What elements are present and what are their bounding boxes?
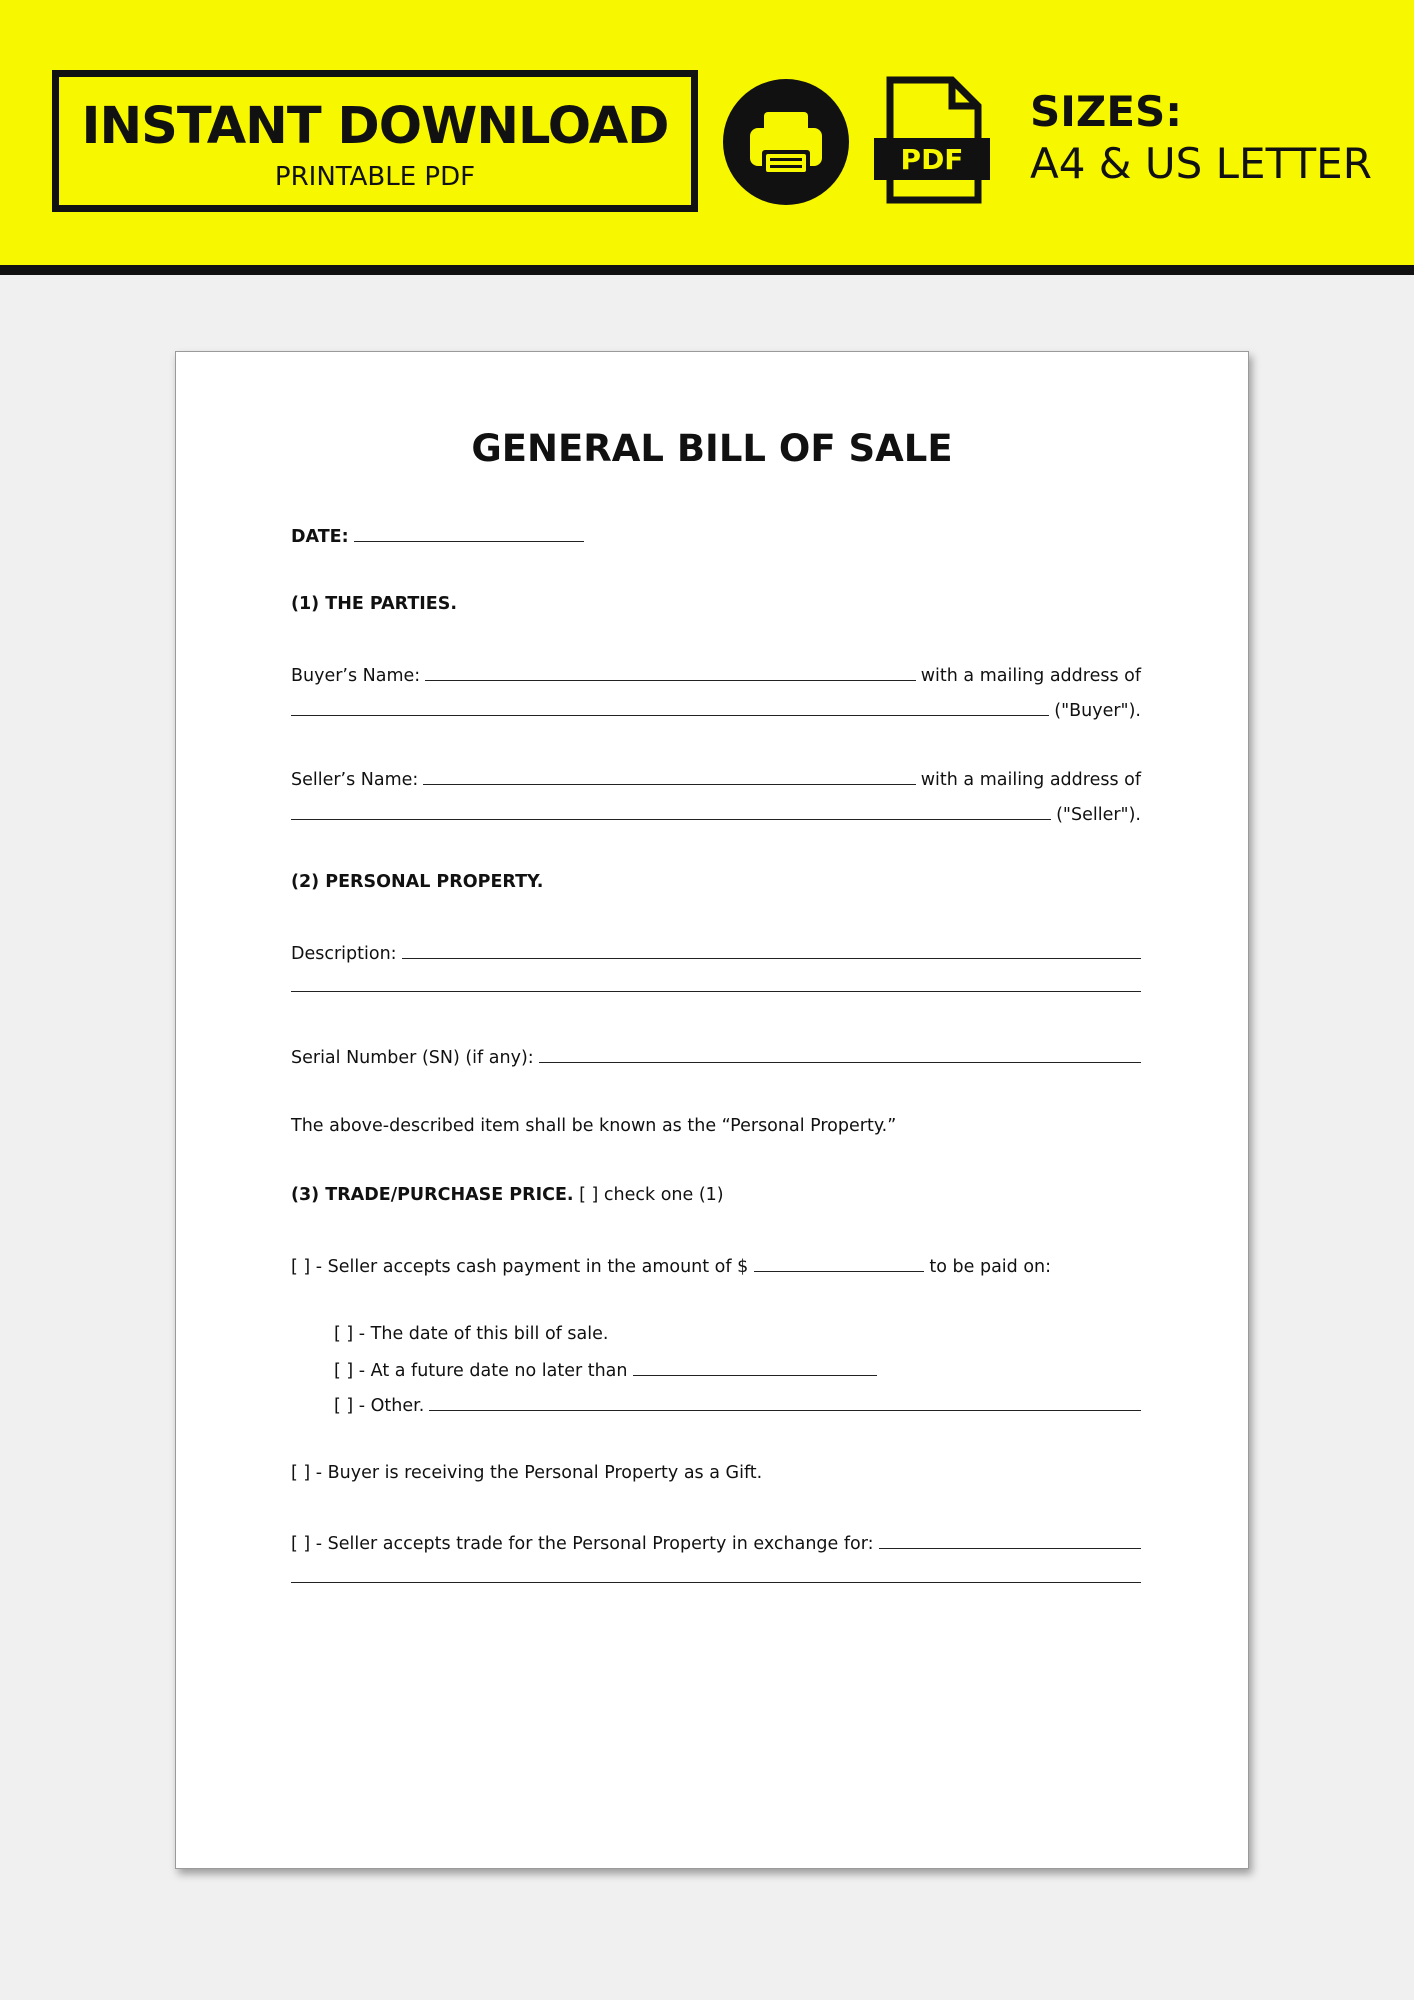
seller-name-label: Seller’s Name: [291, 770, 419, 790]
seller-name-line [291, 766, 1141, 792]
sizes-block [1030, 86, 1372, 190]
known-as-text: The above-described item shall be known as the “Personal Property.” [291, 1116, 897, 1136]
option-future-date-line [334, 1357, 1141, 1383]
other-blank[interactable] [429, 1392, 1141, 1411]
option-date-of-sale[interactable]: [ ] - The date of this bill of sale. [334, 1324, 609, 1344]
serial-number-label: Serial Number (SN) (if any): [291, 1048, 534, 1068]
buyer-address-blank[interactable] [291, 697, 1049, 716]
description-blank-2[interactable] [291, 973, 1141, 992]
buyer-address-line [291, 697, 1141, 723]
seller-name-blank[interactable] [423, 766, 915, 785]
buyer-mailing-text: with a mailing address of [920, 666, 1141, 686]
printer-icon [722, 78, 850, 206]
document-title: GENERAL BILL OF SALE [471, 427, 953, 470]
buyer-name-line [291, 662, 1141, 688]
section-property-heading: (2) PERSONAL PROPERTY. [291, 872, 544, 892]
promo-banner [0, 0, 1414, 275]
trade-option[interactable]: [ ] - Seller accepts trade for the Personal Property in exchange for: [291, 1534, 874, 1554]
cash-payment-suffix: to be paid on: [929, 1257, 1052, 1277]
pdf-file-icon [870, 76, 994, 206]
option-other-line [334, 1392, 1141, 1418]
trade-continuation-line [291, 1564, 1141, 1583]
section-price-line [291, 1183, 1141, 1207]
date-blank[interactable] [354, 523, 584, 542]
description-line [291, 940, 1141, 966]
document-page [175, 351, 1249, 1869]
seller-mailing-text: with a mailing address of [920, 770, 1141, 790]
printable-pdf-subtitle: PRINTABLE PDF [274, 162, 476, 192]
cash-amount-blank[interactable] [754, 1253, 924, 1272]
future-date-blank[interactable] [633, 1357, 877, 1376]
pdf-icon-label: PDF [900, 143, 964, 176]
option-future-date[interactable]: [ ] - At a future date no later than [334, 1361, 628, 1381]
gift-option[interactable]: [ ] - Buyer is receiving the Personal Property as a Gift. [291, 1463, 763, 1483]
instant-download-title: INSTANT DOWNLOAD [81, 97, 669, 156]
date-line [291, 523, 1141, 549]
serial-number-blank[interactable] [539, 1044, 1141, 1063]
option-other[interactable]: [ ] - Other. [334, 1396, 425, 1416]
buyer-name-blank[interactable] [425, 662, 916, 681]
trade-blank-2[interactable] [291, 1564, 1141, 1583]
sizes-value: A4 & US LETTER [1030, 139, 1372, 188]
instant-download-box [52, 70, 698, 212]
seller-address-line [291, 801, 1141, 827]
description-label: Description: [291, 944, 397, 964]
cash-payment-text[interactable]: [ ] - Seller accepts cash payment in the amount of $ [291, 1257, 749, 1277]
cash-payment-line [291, 1253, 1141, 1279]
trade-blank[interactable] [879, 1530, 1142, 1549]
serial-number-line [291, 1044, 1141, 1070]
section-price-heading: (3) TRADE/PURCHASE PRICE. [291, 1185, 574, 1205]
buyer-suffix: ("Buyer"). [1054, 701, 1141, 721]
description-continuation-line [291, 973, 1141, 992]
buyer-name-label: Buyer’s Name: [291, 666, 421, 686]
trade-option-line [291, 1530, 1141, 1556]
sizes-label: SIZES: [1030, 87, 1183, 136]
section-parties-heading: (1) THE PARTIES. [291, 594, 458, 614]
seller-address-blank[interactable] [291, 801, 1051, 820]
seller-suffix: ("Seller"). [1056, 805, 1141, 825]
date-label: DATE: [291, 527, 349, 547]
section-price-instruction: [ ] check one (1) [579, 1185, 724, 1205]
description-blank[interactable] [402, 940, 1141, 959]
